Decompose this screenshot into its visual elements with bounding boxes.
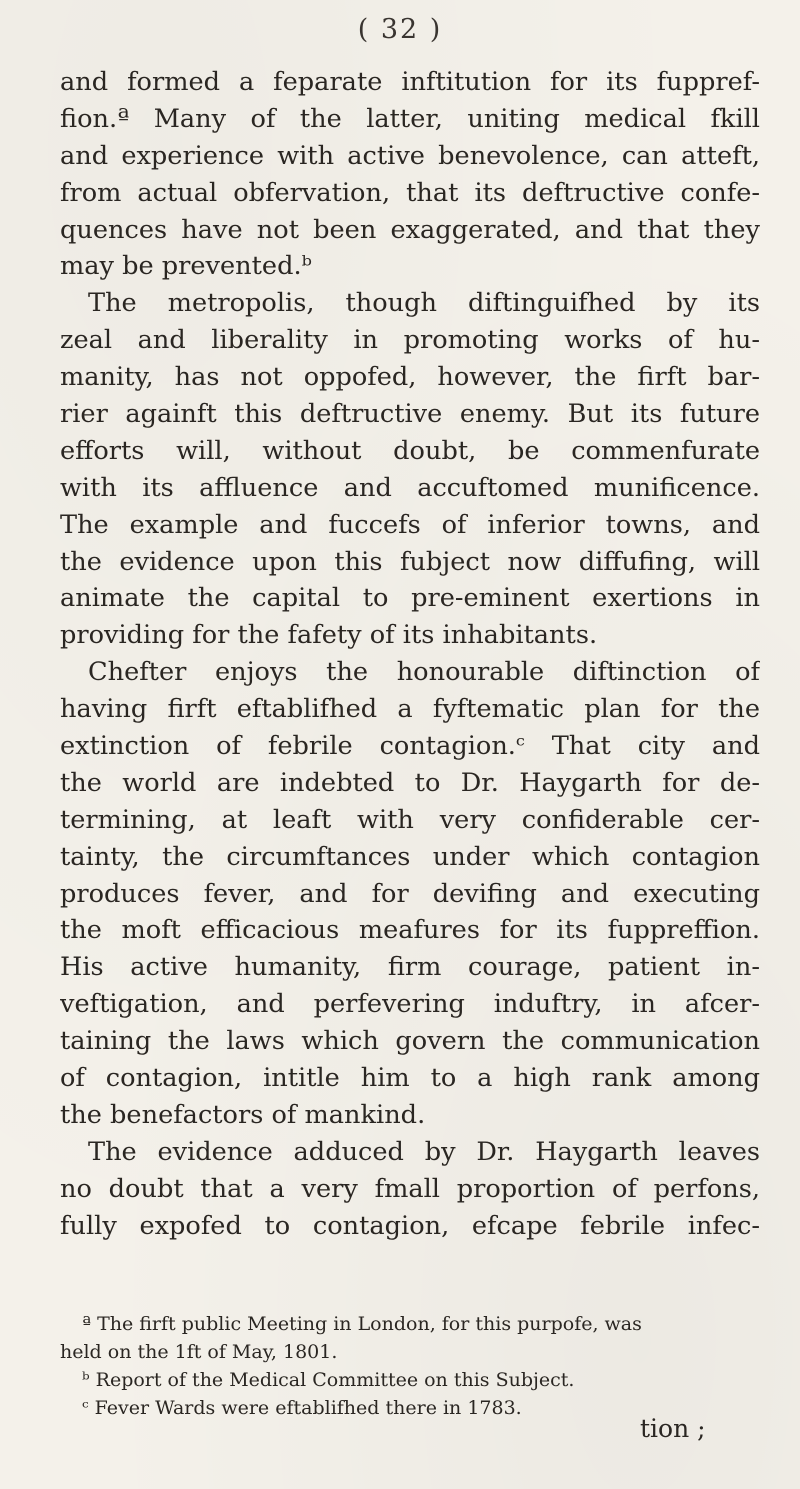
text-line: with its affluence and accuftomed munificence.	[60, 472, 760, 503]
text-line: The evidence adduced by Dr. Haygarth leaves	[88, 1136, 760, 1167]
text-line: Chefter enjoys the honourable diftinction of	[88, 657, 760, 688]
text-line: extinction of febrile contagion.ᶜ That city and	[60, 731, 760, 762]
page-number: ( 32 )	[357, 14, 443, 45]
footnotes	[60, 1310, 760, 1422]
text-line: of contagion, intitle him to a high rank among	[60, 1063, 760, 1094]
text-line: manity, has not oppofed, however, the firft bar-	[60, 362, 760, 393]
text-line: taining the laws which govern the communication	[60, 1026, 760, 1057]
footnote: ᶜ Fever Wards were eftablifhed there in 1783.	[82, 1397, 522, 1419]
footnote: ª The firft public Meeting in London, for this purpofe, was	[82, 1313, 642, 1335]
text-line: efforts will, without doubt, be commenfurate	[60, 435, 760, 466]
text-line: may be prevented.ᵇ	[60, 251, 312, 282]
catchword: tion ;	[640, 1414, 706, 1443]
text-line: rier againft this deftructive enemy. But its future	[60, 399, 760, 430]
text-line: zeal and liberality in promoting works of hu-	[60, 325, 760, 356]
text-line: the world are indebted to Dr. Haygarth for de-	[60, 767, 760, 798]
text-line: The metropolis, though diftinguifhed by its	[88, 288, 760, 319]
body-text	[60, 64, 760, 1245]
footnote: ᵇ Report of the Medical Committee on this Subject.	[82, 1369, 575, 1391]
text-line: quences have not been exaggerated, and that they	[60, 214, 760, 245]
text-line: veftigation, and perfevering induftry, in afcer-	[60, 989, 760, 1020]
text-line: having firft eftablifhed a fyftematic plan for the	[60, 694, 760, 725]
text-line: animate the capital to pre-eminent exertions in	[60, 583, 760, 614]
text-line: fully expofed to contagion, efcape febrile infec-	[60, 1210, 760, 1241]
text-line: and formed a feparate inftitution for its fuppref-	[60, 67, 760, 97]
text-line: providing for the fafety of its inhabitants.	[60, 620, 598, 651]
text-line: from actual obfervation, that its deftructive confe-	[60, 177, 760, 208]
text-line: fion.ª Many of the latter, uniting medical fkill	[60, 103, 760, 134]
footnote-continuation: held on the 1ft of May, 1801.	[60, 1341, 338, 1363]
text-line: tainty, the circumftances under which contagion	[60, 841, 760, 872]
text-line: and experience with active benevolence, can atteft,	[60, 140, 760, 171]
text-line: the benefactors of mankind.	[60, 1099, 426, 1130]
text-line: produces fever, and for devifing and executing	[60, 878, 760, 909]
text-line: the evidence upon this fubject now diffufing, will	[60, 546, 760, 577]
text-line: the moft efficacious meafures for its fuppreffion.	[60, 915, 760, 946]
text-line: His active humanity, firm courage, patient in-	[60, 952, 760, 983]
text-line: The example and fuccefs of inferior towns, and	[60, 509, 760, 540]
text-line: no doubt that a very fmall proportion of perfons,	[60, 1173, 760, 1204]
text-line: termining, at leaft with very confiderable cer-	[60, 804, 760, 835]
